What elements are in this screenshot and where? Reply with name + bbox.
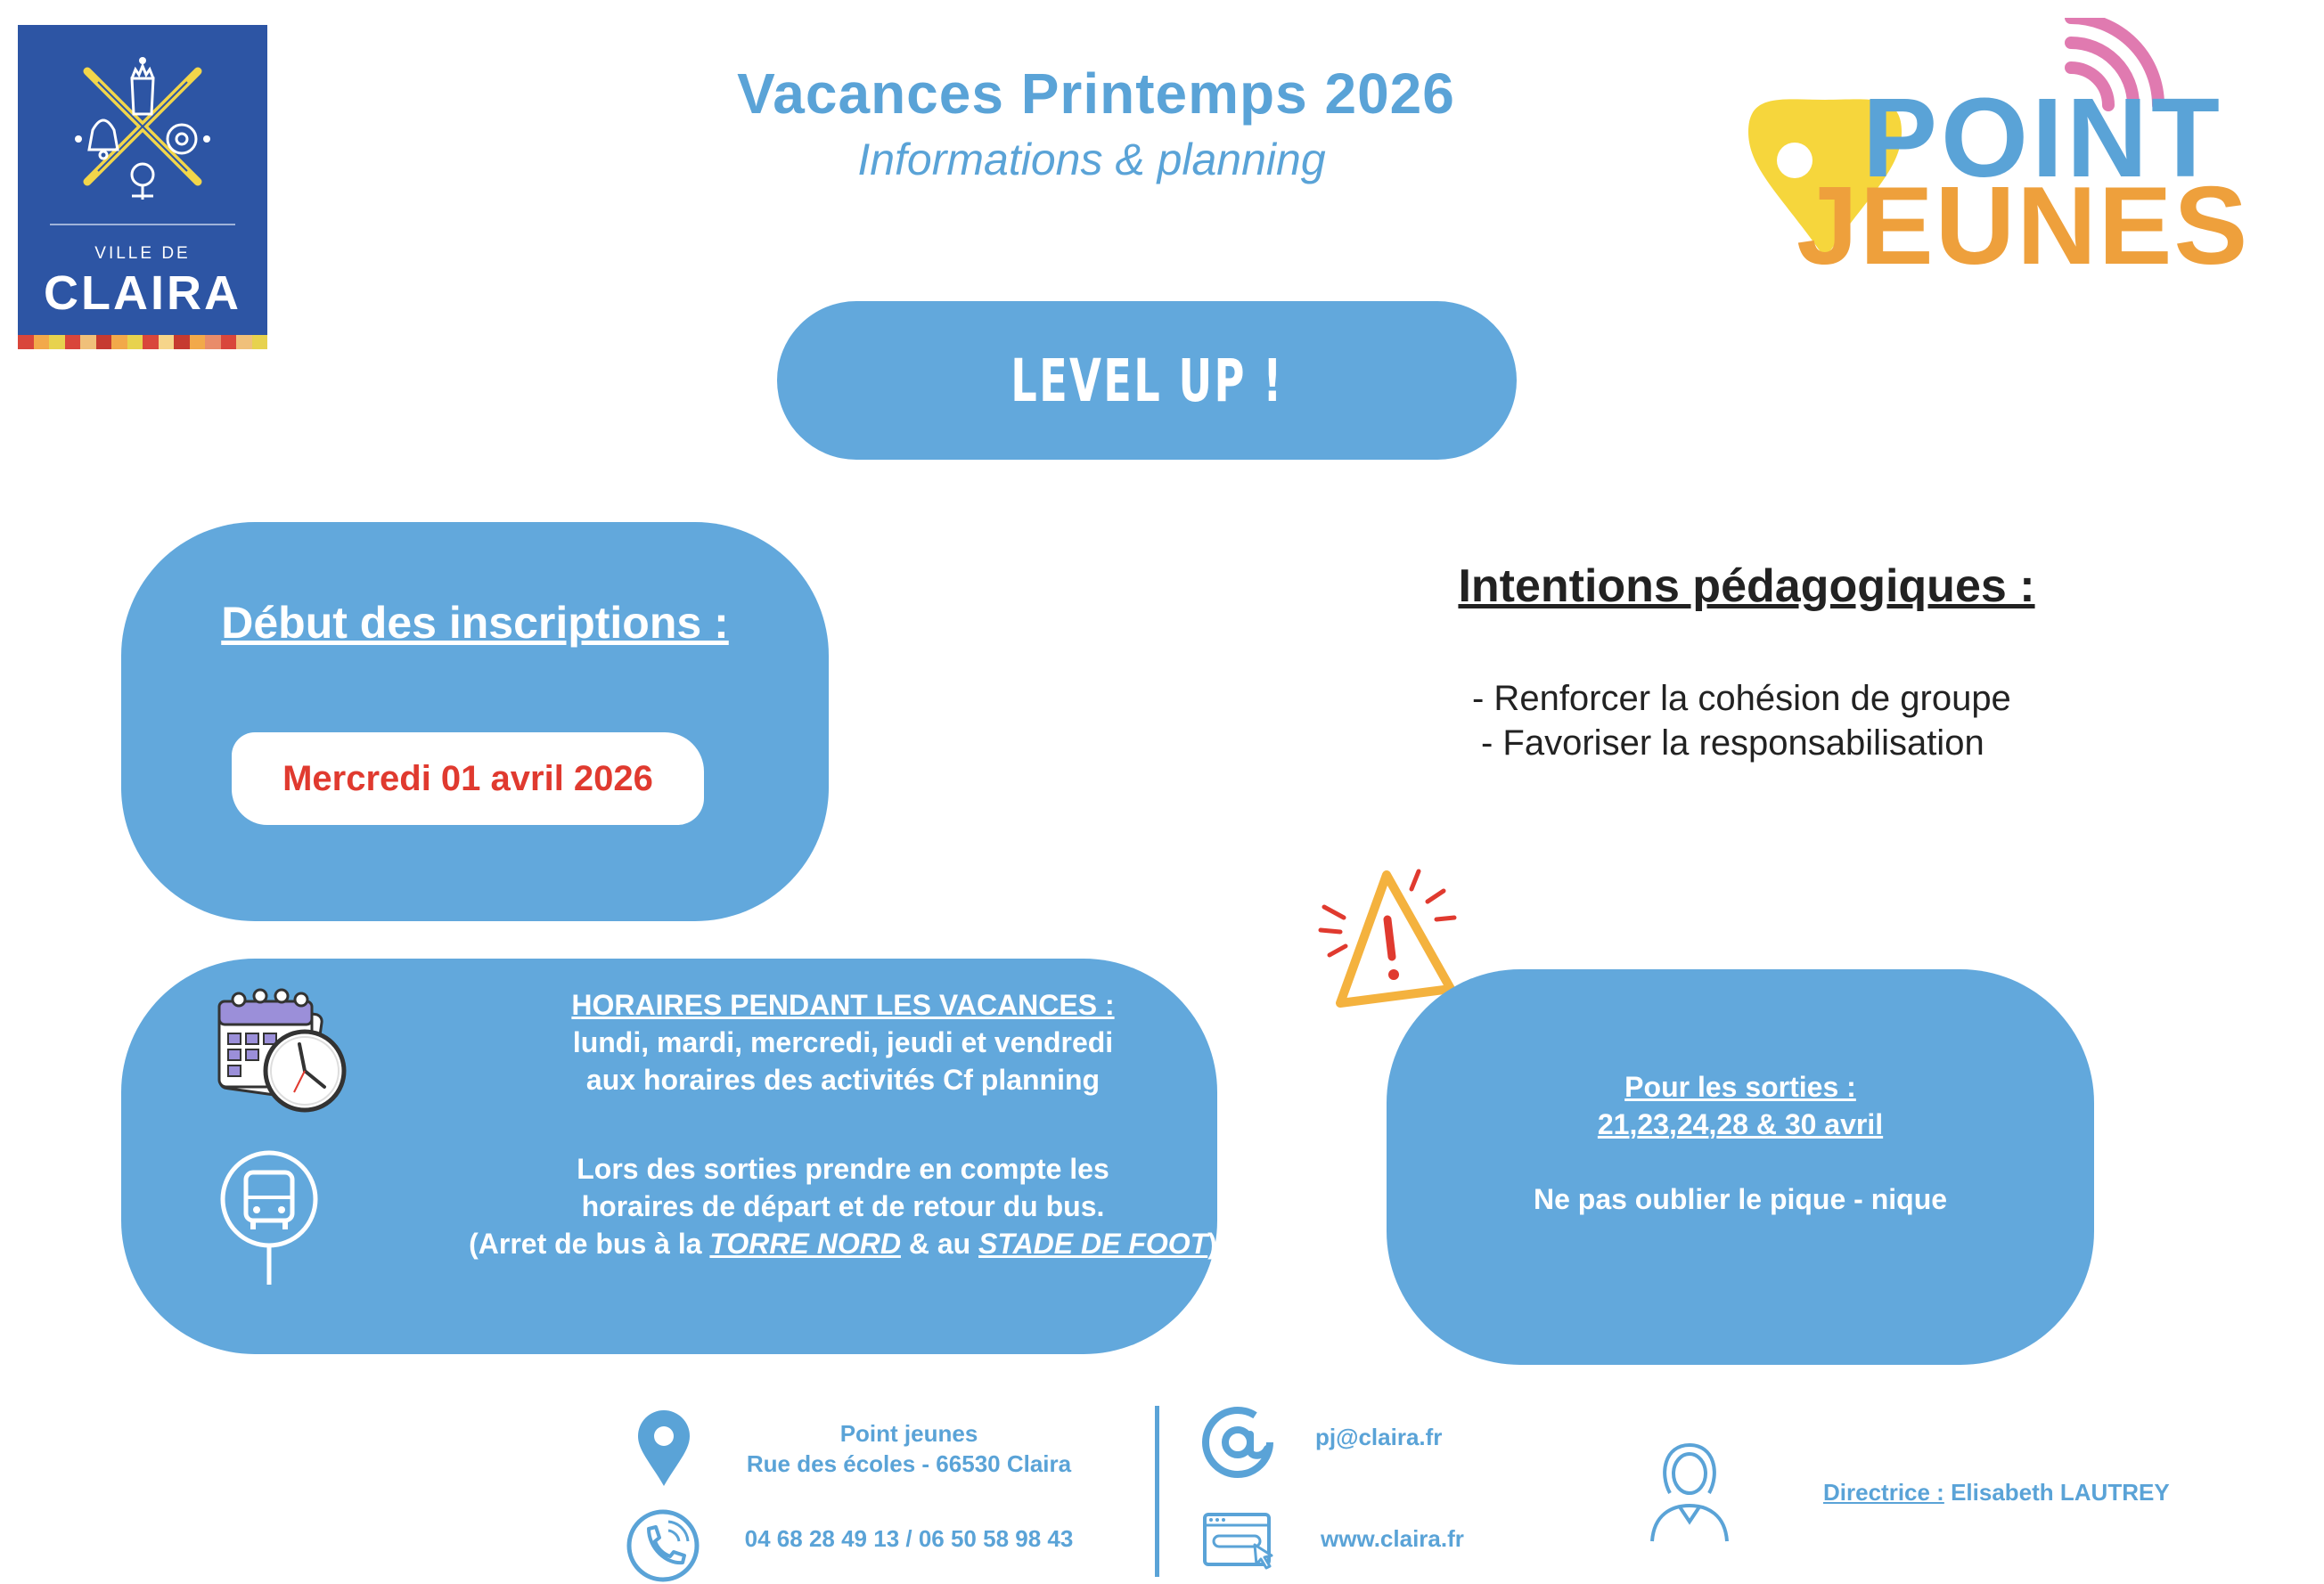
claira-logo: [18, 25, 267, 349]
footer-website: www.claira.fr: [1321, 1525, 1464, 1552]
inscription-date: Mercredi 01 avril 2026: [232, 732, 704, 825]
bus-info-line: horaires de départ et de retour du bus.: [581, 1190, 1105, 1222]
bus-stop-stade: STADE DE FOOT: [978, 1228, 1208, 1260]
horaires-days: lundi, mardi, mercredi, jeudi et vendredi: [572, 1026, 1114, 1058]
footer-divider: [1155, 1406, 1159, 1577]
sortie-date: 24: [1676, 1108, 1709, 1140]
sorties-dates: [1387, 1108, 2094, 1141]
footer-director: [1823, 1479, 2170, 1506]
intentions-title: Intentions pédagogiques :: [1458, 560, 2035, 612]
page-subtitle: Informations & planning: [857, 135, 1326, 184]
director-label: Directrice :: [1823, 1479, 1944, 1506]
date-separator: ,: [1629, 1108, 1638, 1140]
bus-stops-suffix: ): [1207, 1228, 1217, 1260]
logo-prefix: VILLE DE: [94, 244, 191, 263]
warning-icon: [1317, 864, 1460, 1016]
coat-of-arms-icon: [18, 25, 267, 248]
logo-town-name: CLAIRA: [44, 266, 241, 320]
footer-address: Rue des écoles - 66530 Claira: [746, 1450, 1072, 1477]
sortie-date: 28 & 30 avril: [1716, 1108, 1884, 1140]
logo-stripes: [18, 335, 267, 349]
at-sign-icon: [1198, 1402, 1278, 1482]
sorties-card: [1387, 969, 2094, 1365]
bus-stop-torre-nord: TORRE NORD: [709, 1228, 901, 1260]
footer-email: pj@claira.fr: [1315, 1424, 1443, 1450]
point-jeunes-logo: [1729, 18, 2281, 288]
theme-label: LEVEL UP !: [1010, 346, 1284, 415]
bus-stops-middle: & au: [900, 1228, 979, 1260]
director-avatar-icon: [1645, 1438, 1734, 1545]
date-separator: ,: [1708, 1108, 1717, 1140]
horaires-note: aux horaires des activités Cf planning: [585, 1064, 1101, 1096]
sorties-note: Ne pas oublier le pique - nique: [1533, 1183, 1948, 1215]
page-title: Vacances Printemps 2026: [737, 61, 1455, 126]
logo-word-jeunes: JEUNES: [1796, 165, 2250, 288]
footer-place-name: Point jeunes: [839, 1420, 978, 1447]
bus-info-line: Lors des sorties prendre en compte les: [577, 1153, 1109, 1185]
horaires-card: [121, 959, 1217, 1354]
phone-icon: [622, 1507, 704, 1584]
intention-item: - Renforcer la cohésion de groupe: [1472, 679, 2011, 718]
sorties-title: Pour les sorties :: [1624, 1071, 1856, 1103]
sortie-date: 23: [1637, 1108, 1669, 1140]
location-icon: [633, 1409, 695, 1490]
website-icon: [1201, 1509, 1276, 1573]
intention-item: - Favoriser la responsabilisation: [1481, 723, 1984, 763]
inscriptions-title: Début des inscriptions :: [221, 598, 729, 648]
calendar-clock-icon: [207, 985, 349, 1119]
director-name: Elisabeth LAUTREY: [1943, 1479, 2170, 1506]
bus-stops-line: [353, 1228, 1333, 1261]
inscriptions-card: [121, 522, 829, 921]
date-separator: ,: [1668, 1108, 1677, 1140]
theme-banner: [777, 301, 1517, 460]
sortie-date: 21: [1597, 1108, 1630, 1140]
logo-word-point: POINT: [1862, 75, 2224, 200]
footer-phone: 04 68 28 49 13 / 06 50 58 98 43: [744, 1525, 1074, 1552]
horaires-title: HORAIRES PENDANT LES VACANCES :: [571, 989, 1115, 1021]
bus-stop-icon: [216, 1146, 323, 1288]
bus-stops-prefix: (Arret de bus à la: [469, 1228, 710, 1260]
